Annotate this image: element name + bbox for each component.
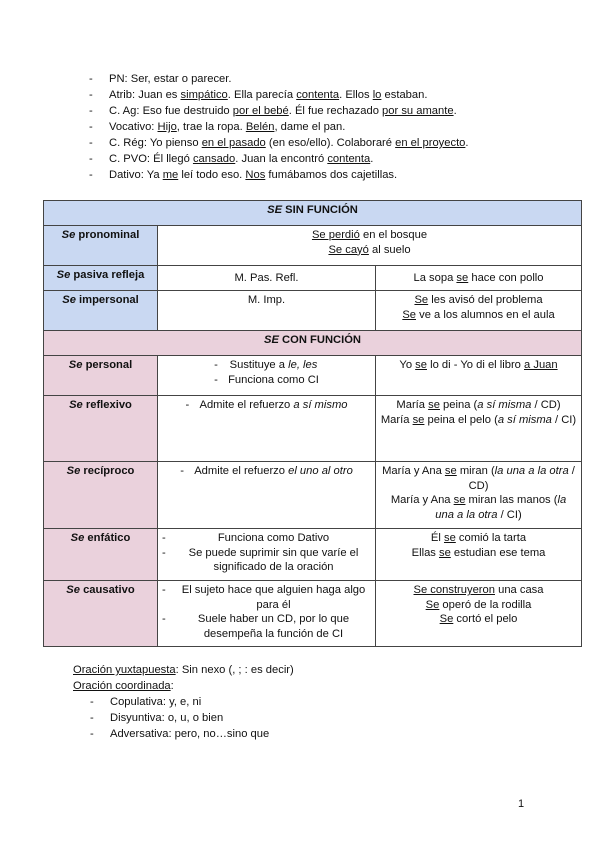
page-number: 1 (518, 798, 525, 810)
coordinada-definition: Oración coordinada: (73, 680, 174, 692)
row-label-causativo: Se causativo (44, 581, 158, 647)
list-item: - Funciona como CI (214, 373, 319, 388)
list-item: - Admite el refuerzo a sí mismo (186, 398, 348, 413)
list-item: - Copulativa: y, e, ni (90, 694, 294, 710)
row-label-pronominal: Se pronominal (44, 226, 158, 266)
yuxtapuesta-definition: Oración yuxtapuesta: Sin nexo (, ; : es decir) (73, 664, 294, 676)
list-item: - C. Ag: Eso fue destruido por el bebé. Él fue rechazado por su amante. (89, 103, 469, 119)
row-label-impersonal: Se impersonal (44, 291, 158, 331)
reflexivo-examples: María se peina (a sí misma / CD) María se peina el pelo (a sí misma / CI) (376, 396, 582, 462)
impersonal-mid: M. Imp. (158, 291, 376, 331)
row-label-reciproco: Se recíproco (44, 462, 158, 529)
enfatico-examples: Él se comió la tarta Ellas se estudian ese tema (376, 529, 582, 581)
pasiva-example: La sopa se hace con pollo (376, 266, 582, 291)
header-se-sin-funcion: SE SIN FUNCIÓN (44, 201, 582, 226)
list-item: - Disyuntiva: o, u, o bien (90, 710, 294, 726)
list-item: - Vocativo: Hijo, trae la ropa. Belén, dame el pan. (89, 119, 469, 135)
list-item: - C. Rég: Yo pienso en el pasado (en eso/ello). Colaboraré en el proyecto. (89, 135, 469, 151)
reflexivo-description (158, 396, 376, 462)
header-se-con-funcion: SE CON FUNCIÓN (44, 331, 582, 356)
coordinada-types-list (90, 694, 294, 742)
row-label-enfatico: Se enfático (44, 529, 158, 581)
causativo-description (158, 581, 376, 647)
causativo-examples: Se construyeron una casa Se operó de la rodilla Se cortó el pelo (376, 581, 582, 647)
se-functions-table (43, 200, 582, 647)
pasiva-mid: M. Pas. Refl. (158, 266, 376, 291)
list-item: - Adversativa: pero, no…sino que (90, 726, 294, 742)
personal-example: Yo se lo di - Yo di el libro a Juan (376, 356, 582, 396)
row-label-personal: Se personal (44, 356, 158, 396)
enfatico-description (158, 529, 376, 581)
list-item: - Funciona como Dativo (162, 531, 371, 546)
list-item: - Sustituye a le, les (214, 358, 319, 373)
list-item: - PN: Ser, estar o parecer. (89, 71, 469, 87)
list-item: - Se puede suprimir sin que varíe el significado de la oración (162, 546, 371, 575)
row-label-pasiva-refleja: Se pasiva refleja (44, 266, 158, 291)
sentence-types-section (73, 662, 294, 742)
list-item: - Admite el refuerzo el uno al otro (180, 464, 353, 479)
impersonal-examples: Se les avisó del problema Se ve a los alumnos en el aula (376, 291, 582, 331)
list-item: - Suele haber un CD, por lo que desempeña la función de CI (162, 612, 371, 641)
personal-description (158, 356, 376, 396)
list-item: - El sujeto hace que alguien haga algo para él (162, 583, 371, 612)
pronominal-examples: Se perdió en el bosque Se cayó al suelo (158, 226, 582, 266)
reciproco-description (158, 462, 376, 529)
list-item: - Atrib: Juan es simpático. Ella parecía contenta. Ellos lo estaban. (89, 87, 469, 103)
row-label-reflexivo: Se reflexivo (44, 396, 158, 462)
list-item: - C. PVO: Él llegó cansado. Juan la encontró contenta. (89, 151, 469, 167)
reciproco-examples: María y Ana se miran (la una a la otra / CD) María y Ana se miran las manos (la una a la otra / CI) (376, 462, 582, 529)
list-item: - Dativo: Ya me leí todo eso. Nos fumábamos dos cajetillas. (89, 167, 469, 183)
function-examples-list (89, 71, 469, 183)
